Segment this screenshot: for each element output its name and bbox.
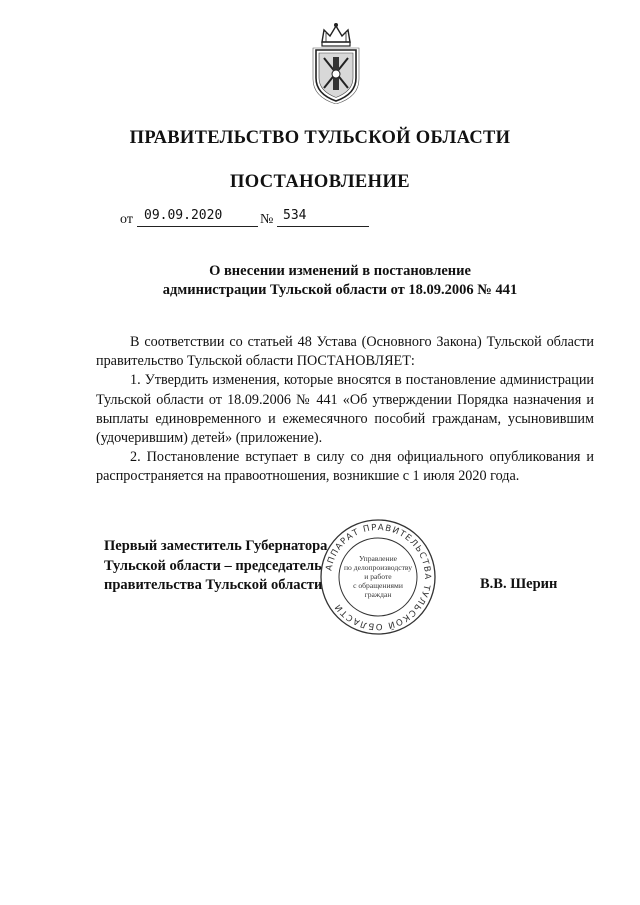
signatory-line-1: Первый заместитель Губернатора	[104, 538, 328, 554]
number-label: №	[260, 212, 274, 227]
date-label: от	[120, 212, 133, 227]
signatory-line-2: Тульской области – председатель	[104, 557, 322, 574]
date-underline	[137, 226, 258, 227]
government-title: ПРАВИТЕЛЬСТВО ТУЛЬСКОЙ ОБЛАСТИ	[129, 128, 511, 148]
body-paragraph-item-1: 1. Утвердить изменения, которые вносятся в постановление администрации Тульской области от 18.09.2006 № 441 «Об утверждении Порядка назначения и выплаты единовременного и ежемесячного пособий гражданам, усыновившим (удочерившим) детей» (приложение).	[96, 372, 594, 447]
signatory-line-3: правительства Тульской области	[104, 577, 323, 593]
document-body	[96, 333, 594, 487]
stamp-inner-line-3: и работе	[364, 572, 392, 581]
document-reference	[120, 208, 380, 230]
number-underline	[277, 226, 369, 227]
signatory-title	[104, 537, 327, 596]
document-type-heading: ПОСТАНОВЛЕНИЕ	[229, 172, 410, 192]
stamp-inner-line-1: Управление	[358, 554, 398, 563]
body-paragraph-item-2: 2. Постановление вступает в силу со дня официального опубликования и распространяется на правоотношения, возникшие с 1 июля 2020 года.	[96, 449, 594, 485]
stamp-ring-text: АППАРАТ ПРАВИТЕЛЬСТВА ТУЛЬСКОЙ ОБЛАСТИ	[324, 522, 433, 632]
subject-line-1: О внесении изменений в постановление	[209, 263, 471, 279]
signatory-name: В.В. Шерин	[480, 576, 558, 592]
stamp-inner-line-4: с обращениями	[353, 581, 403, 590]
stamp-inner-line-5: граждан	[364, 590, 392, 599]
document-subject	[0, 262, 640, 300]
body-paragraph-preamble: В соответствии со статьей 48 Устава (Основного Закона) Тульской области правительство Тульской области ПОСТАНОВЛЯЕТ:	[96, 334, 594, 370]
subject-line-2: администрации Тульской области от 18.09.2006 № 441	[162, 282, 518, 298]
official-stamp	[318, 517, 438, 637]
tula-coat-of-arms-icon	[308, 22, 364, 104]
stamp-inner-line-2: по делопроизводству	[343, 563, 413, 572]
document-date: 09.09.2020	[144, 208, 223, 223]
document-number: 534	[283, 208, 307, 223]
